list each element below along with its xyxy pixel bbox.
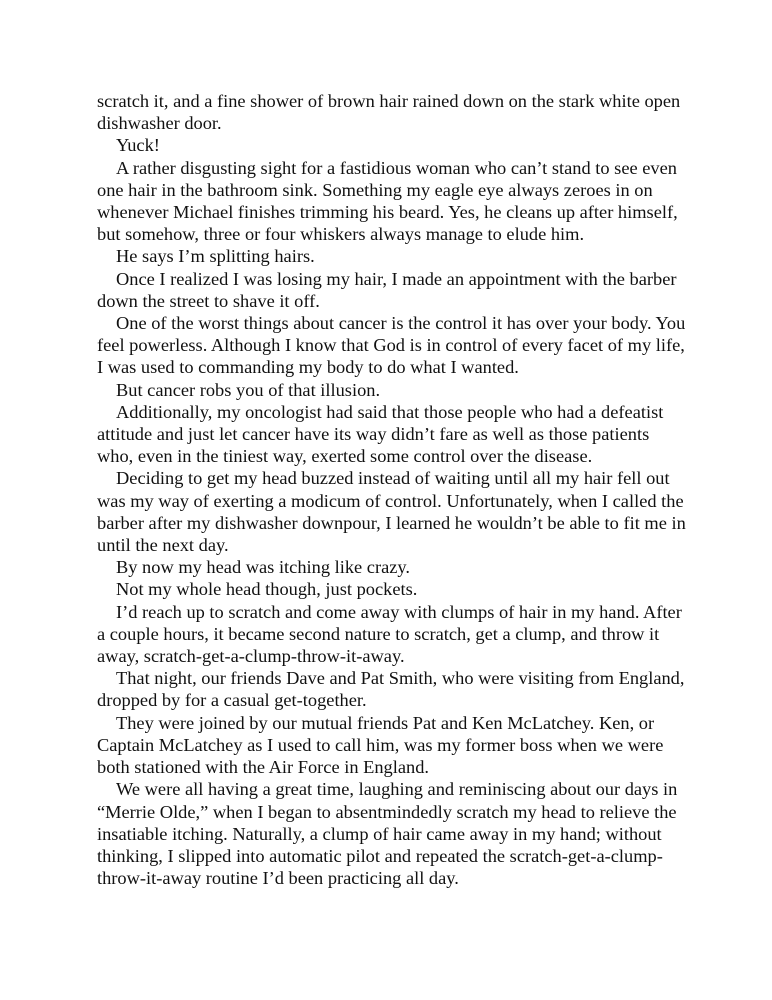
paragraph-15: We were all having a great time, laughing and reminiscing about our days in “Merrie Olde,” when I began to absentmindedly scratch my head to relieve the insatiable itching. Naturally, a clump of hair came away in my hand; without thinking, I slipped into automatic pilot and repeated the scratch-get-a-clump-throw-it-away routine I’d been practicing all day. [97,779,678,889]
paragraph-4: He says I’m splitting hairs. [116,246,315,267]
paragraph-6: One of the worst things about cancer is the control it has over your body. You feel powerless. Although I know that God is in control of every facet of my life, I was used to commanding my body to do what I wanted. [97,313,686,378]
page-body [97,90,687,889]
paragraph-3: A rather disgusting sight for a fastidious woman who can’t stand to see even one hair in the bathroom sink. Something my eagle eye always zeroes in on whenever Michael finishes trimming his beard. Yes, he cleans up after himself, but somehow, three or four whiskers always manage to elude him. [97,157,678,245]
paragraph-7: But cancer robs you of that illusion. [116,379,381,400]
paragraph-13: That night, our friends Dave and Pat Smith, who were visiting from England, dropped by for a casual get-together. [97,668,685,711]
paragraph-5: Once I realized I was losing my hair, I made an appointment with the barber down the street to shave it off. [97,268,677,311]
paragraph-9: Deciding to get my head buzzed instead of waiting until all my hair fell out was my way of exerting a modicum of control. Unfortunately, when I called the barber after my dishwasher downpour, I learned he wouldn’t be able to fit me in until the next day. [97,468,686,556]
paragraph-8: Additionally, my oncologist had said that those people who had a defeatist attitude and just let cancer have its way didn’t fare as well as those patients who, even in the tiniest way, exerted some control over the disease. [97,401,664,467]
paragraph-1: scratch it, and a fine shower of brown hair rained down on the stark white open dishwasher door. [97,91,681,134]
paragraph-14: They were joined by our mutual friends Pat and Ken McLatchey. Ken, or Captain McLatchey as I used to call him, was my former boss when we were both stationed with the Air Force in England. [97,712,664,778]
paragraph-2: Yuck! [116,135,160,156]
paragraph-12: I’d reach up to scratch and come away with clumps of hair in my hand. After a couple hours, it became second nature to scratch, get a clump, and throw it away, scratch-get-a-clump-throw-it-away. [97,601,682,667]
paragraph-11: Not my whole head though, just pockets. [116,579,418,600]
paragraph-10: By now my head was itching like crazy. [116,557,410,578]
